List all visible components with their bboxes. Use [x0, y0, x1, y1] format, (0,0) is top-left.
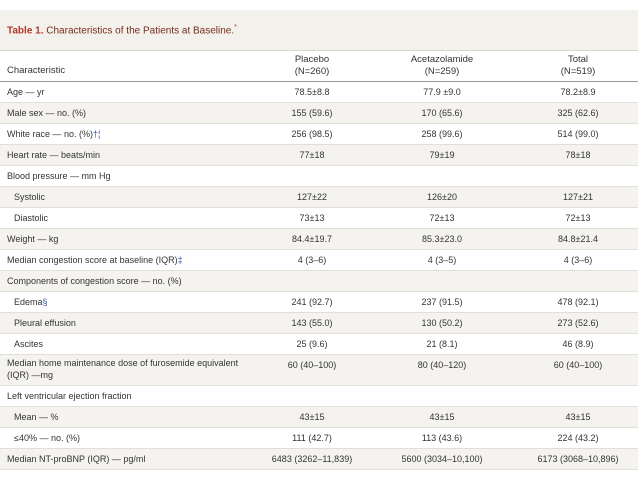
row-label-text: Mean — %	[14, 412, 59, 422]
row-label-text: ≤40% — no. (%)	[14, 433, 80, 443]
row-label-text: Male sex — no. (%)	[7, 108, 87, 118]
row-label-text: Components of congestion score — no. (%)	[7, 276, 182, 286]
row-footnote-mark: §	[42, 297, 48, 307]
cell-placebo: 25 (9.6)	[296, 339, 328, 349]
cell-total: 325 (62.6)	[557, 108, 599, 118]
row-label-text: Weight — kg	[7, 234, 59, 244]
row-label-text: Median NT-proBNP (IQR) — pg/ml	[7, 454, 146, 464]
cell-acetazolamide: 170 (65.6)	[421, 108, 463, 118]
table-row	[0, 250, 638, 271]
cell-acetazolamide: 258 (99.6)	[421, 129, 463, 139]
row-label	[7, 234, 58, 244]
row-label-text: Median home maintenance dose of furosemide equivalent (IQR) —mg	[7, 358, 239, 380]
table-number: Table 1.	[7, 25, 44, 37]
cell-total: 60 (40–100)	[553, 360, 603, 370]
table-row	[0, 229, 638, 250]
cell-total: 127±21	[563, 192, 593, 202]
row-label-text: Age — yr	[7, 87, 45, 97]
row-label	[7, 129, 100, 139]
header-total-n: (N=519)	[560, 66, 596, 77]
cell-total: 78±18	[565, 150, 591, 160]
row-label	[7, 276, 182, 286]
row-label	[7, 150, 100, 160]
row-label	[7, 87, 45, 97]
row-label	[14, 412, 59, 422]
row-label-text: White race — no. (%)	[7, 129, 94, 139]
table-row	[0, 82, 638, 103]
header-characteristic: Characteristic	[7, 65, 66, 76]
table-row	[0, 355, 638, 386]
row-label	[7, 391, 132, 401]
row-label-text: Pleural effusion	[14, 318, 76, 328]
table-title-bar	[0, 10, 638, 51]
cell-placebo: 77±18	[299, 150, 325, 160]
cell-total: 4 (3–6)	[563, 255, 593, 265]
cell-placebo: 73±13	[299, 213, 325, 223]
table-row	[0, 407, 638, 428]
cell-placebo: 6483 (3262–11,839)	[271, 454, 353, 464]
row-label-text: Heart rate — beats/min	[7, 150, 101, 160]
table-row	[0, 124, 638, 145]
row-footnote-mark: ‡	[177, 255, 183, 265]
cell-placebo: 4 (3–6)	[297, 255, 327, 265]
cell-placebo: 127±22	[297, 192, 327, 202]
table-row	[0, 386, 638, 407]
cell-acetazolamide: 85.3±23.0	[422, 234, 462, 244]
cell-placebo: 143 (55.0)	[291, 318, 333, 328]
cell-acetazolamide: 79±19	[429, 150, 455, 160]
header-placebo-label: Placebo	[294, 54, 330, 65]
row-label	[14, 192, 45, 202]
cell-placebo: 60 (40–100)	[287, 360, 337, 370]
table-row	[0, 428, 638, 449]
cell-total: 273 (52.6)	[557, 318, 599, 328]
cell-placebo: 43±15	[299, 412, 325, 422]
row-footnote-mark: †¦	[93, 129, 101, 139]
row-label	[14, 297, 48, 307]
table-row	[0, 334, 638, 355]
cell-total: 72±13	[565, 213, 591, 223]
row-label	[14, 213, 48, 223]
row-label	[7, 171, 111, 181]
cell-total: 43±15	[565, 412, 591, 422]
header-total-label: Total	[567, 54, 589, 65]
cell-placebo: 78.5±8.8	[294, 87, 330, 97]
header-acetazolamide	[400, 54, 484, 78]
cell-placebo: 111 (42.7)	[292, 433, 332, 443]
cell-placebo: 155 (59.6)	[291, 108, 333, 118]
table-row	[0, 208, 638, 229]
row-label-text: Systolic	[14, 192, 46, 202]
header-total	[536, 54, 620, 78]
row-label	[14, 339, 43, 349]
cell-total: 224 (43.2)	[557, 433, 599, 443]
row-label	[14, 318, 76, 328]
table-row	[0, 103, 638, 124]
cell-acetazolamide: 5600 (3034–10,100)	[401, 454, 483, 464]
row-label	[7, 255, 183, 265]
cell-total: 46 (8.9)	[562, 339, 594, 349]
header-acetazolamide-label: Acetazolamide	[410, 54, 474, 65]
cell-acetazolamide: 43±15	[429, 412, 455, 422]
cell-total: 514 (99.0)	[557, 129, 599, 139]
row-label-text: Ascites	[14, 339, 44, 349]
row-label	[14, 433, 80, 443]
table-row	[0, 166, 638, 187]
row-label-text: Blood pressure — mm Hg	[7, 171, 111, 181]
title-footnote-mark: *	[234, 24, 237, 31]
row-label	[7, 454, 145, 464]
cell-acetazolamide: 21 (8.1)	[426, 339, 458, 349]
table-row	[0, 187, 638, 208]
cell-total: 478 (92.1)	[557, 297, 599, 307]
row-label-text: Left ventricular ejection fraction	[7, 391, 132, 401]
table-row	[0, 145, 638, 166]
cell-placebo: 84.4±19.7	[292, 234, 332, 244]
row-label	[7, 357, 247, 381]
row-label-text: Diastolic	[14, 213, 49, 223]
cell-placebo: 256 (98.5)	[291, 129, 333, 139]
header-placebo-n: (N=260)	[294, 66, 330, 77]
table-row	[0, 292, 638, 313]
table-header-row	[0, 51, 638, 82]
table-row	[0, 449, 638, 470]
row-label	[7, 108, 86, 118]
cell-total: 78.2±8.9	[560, 87, 596, 97]
cell-acetazolamide: 77.9 ±9.0	[423, 87, 461, 97]
cell-acetazolamide: 80 (40–120)	[417, 360, 467, 370]
cell-acetazolamide: 130 (50.2)	[421, 318, 463, 328]
table-title-text: Characteristics of the Patients at Baseline.	[43, 25, 235, 37]
cell-acetazolamide: 113 (43.6)	[421, 433, 463, 443]
cell-acetazolamide: 4 (3–5)	[427, 255, 457, 265]
table-row	[0, 313, 638, 334]
cell-acetazolamide: 72±13	[429, 213, 455, 223]
row-label-text: Median congestion score at baseline (IQR)	[7, 255, 178, 265]
table-title	[7, 24, 237, 36]
cell-total: 84.8±21.4	[558, 234, 598, 244]
cell-total: 6173 (3068–10,896)	[537, 454, 619, 464]
cell-placebo: 241 (92.7)	[291, 297, 333, 307]
row-label-text: Edema	[14, 297, 43, 307]
cell-acetazolamide: 237 (91.5)	[421, 297, 463, 307]
header-acetazolamide-n: (N=259)	[424, 66, 460, 77]
cell-acetazolamide: 126±20	[427, 192, 457, 202]
table-row	[0, 271, 638, 292]
header-placebo	[270, 54, 354, 78]
